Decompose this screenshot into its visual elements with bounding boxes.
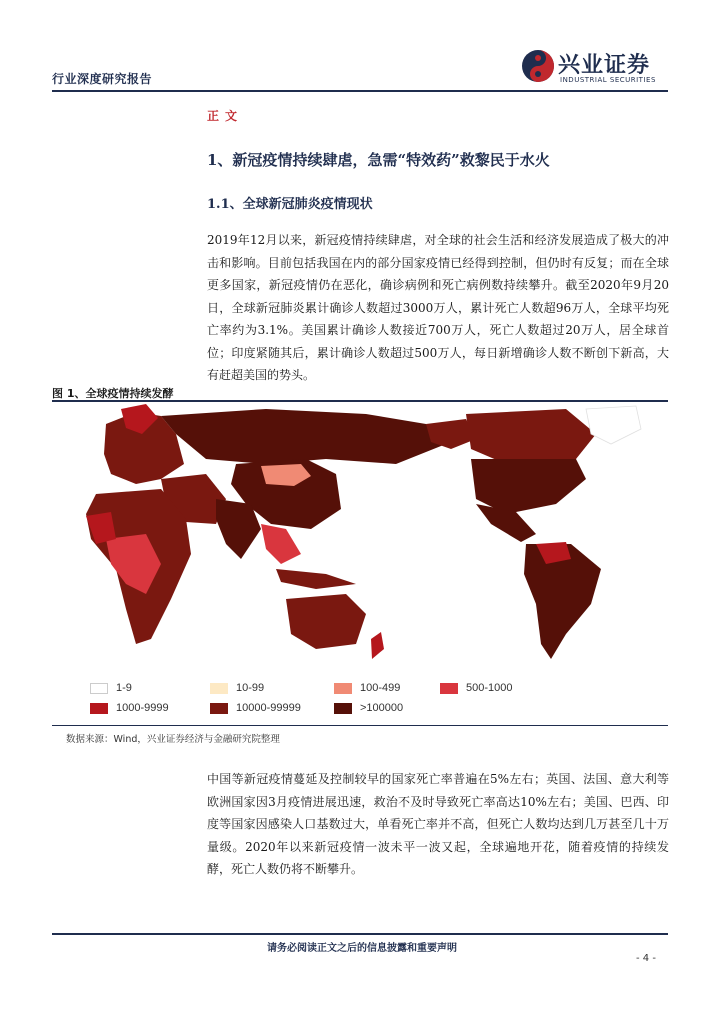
company-name-cn: 兴业证券 xyxy=(558,53,651,78)
page-number: - 4 - xyxy=(636,953,656,964)
figure-top-rule xyxy=(52,400,668,402)
legend-swatch-icon xyxy=(334,683,352,694)
company-logo-icon xyxy=(520,48,556,84)
section-tag: 正文 xyxy=(207,109,244,123)
legend-label: >100000 xyxy=(360,702,404,714)
company-name-en: INDUSTRIAL SECURITIES xyxy=(560,76,656,84)
legend-swatch-icon xyxy=(90,703,108,714)
legend-item-1-9 xyxy=(90,682,132,694)
report-type-label: 行业深度研究报告 xyxy=(52,72,153,86)
legend-item-10-99 xyxy=(210,682,264,694)
legend-swatch-icon xyxy=(90,683,108,694)
legend-label: 1000-9999 xyxy=(116,702,169,714)
legend-swatch-icon xyxy=(334,703,352,714)
legend-swatch-icon xyxy=(440,683,458,694)
header-divider xyxy=(52,90,668,92)
figure-title: 图 1、全球疫情持续发酵 xyxy=(52,387,174,400)
figure-source: 数据来源：Wind，兴业证券经济与金融研究院整理 xyxy=(66,734,280,745)
map-legend xyxy=(88,679,648,719)
world-map-image xyxy=(66,404,660,666)
footer-divider xyxy=(52,933,668,935)
footer-disclaimer[interactable]: 请务必阅读正文之后的信息披露和重要声明 xyxy=(267,943,457,954)
legend-label: 10-99 xyxy=(236,682,265,694)
heading-level-1: 1、新冠疫情持续肆虐，急需“特效药”救黎民于水火 xyxy=(207,151,550,169)
legend-label: 1-9 xyxy=(116,682,132,694)
legend-label: 100-499 xyxy=(360,682,401,694)
body-paragraph-2: 中国等新冠疫情蔓延及控制较早的国家死亡率普遍在5%左右；英国、法国、意大利等欧洲国家因3月疫情进展迅速，救治不及时导致死亡率高达10%左右；美国、巴西、印度等国家因感染人口基数过大，单看死亡率并不高，但死亡人数均达到几万甚至几十万量级。2020年以来新冠疫情一波未平一波又起，全球遍地开花，随着疫情的持续发酵，死亡人数仍将不断攀升。 xyxy=(207,772,669,876)
body-paragraph-1: 2019年12月以来，新冠疫情持续肆虐，对全球的社会生活和经济发展造成了极大的冲击和影响。目前包括我国在内的部分国家疫情已经得到控制，但仍时有反复；而在全球更多国家，新冠疫情仍在恶化，确诊病例和死亡病例数持续攀升。截至2020年9月20日，全球新冠肺炎累计确诊人数超过3000万人，累计死亡人数超96万人，全球平均死亡率约为3.1%。美国累计确诊人数接近700万人，死亡人数超过20万人，居全球首位；印度紧随其后，累计确诊人数超过500万人，每日新增确诊人数不断创下新高，大有赶超美国的势头。 xyxy=(207,233,669,382)
heading-level-2: 1.1、全球新冠肺炎疫情现状 xyxy=(207,197,373,212)
legend-swatch-icon xyxy=(210,683,228,694)
legend-item-over-100000 xyxy=(334,702,403,714)
legend-swatch-icon xyxy=(210,703,228,714)
figure-bottom-rule xyxy=(52,725,668,726)
legend-item-10000-99999 xyxy=(210,702,301,714)
legend-item-500-1000 xyxy=(440,682,513,694)
legend-item-1000-9999 xyxy=(90,702,169,714)
legend-item-100-499 xyxy=(334,682,400,694)
legend-label: 500-1000 xyxy=(466,682,513,694)
legend-label: 10000-99999 xyxy=(236,702,301,714)
